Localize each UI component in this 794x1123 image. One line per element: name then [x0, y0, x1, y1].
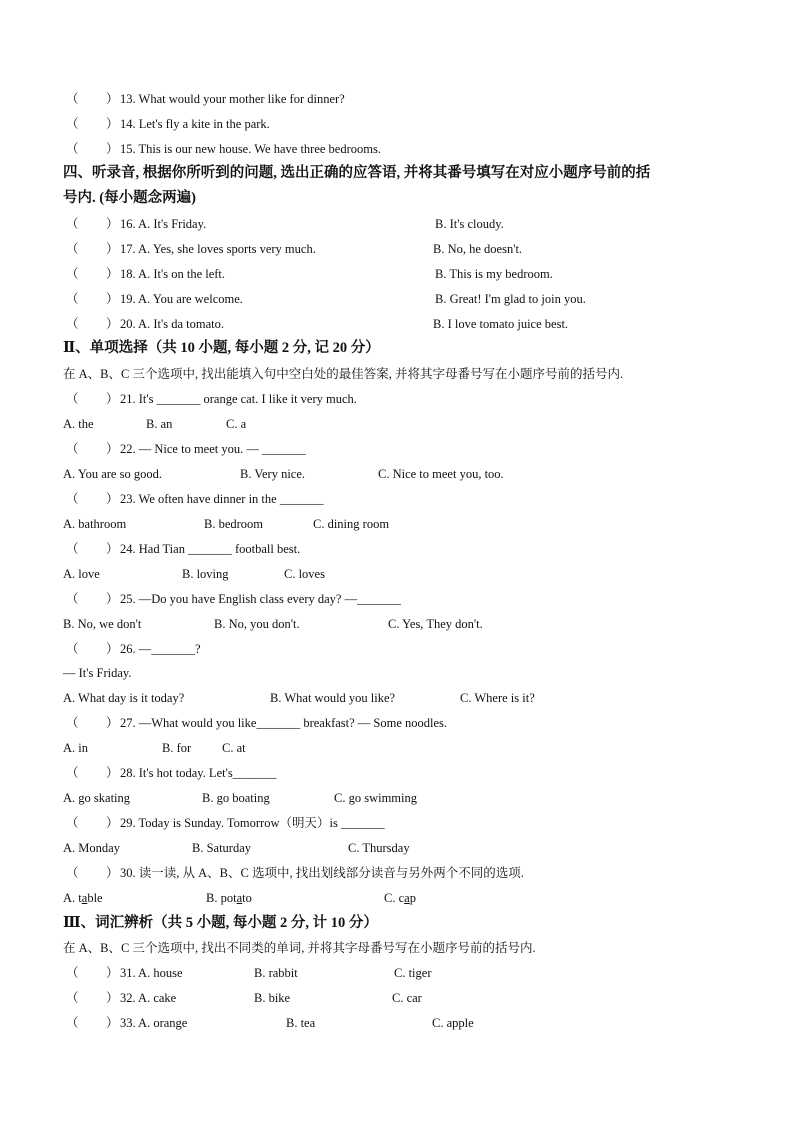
option-c: C. Thursday — [348, 841, 410, 855]
answer-bracket-close: ） — [106, 92, 119, 106]
question-stem: 27. —What would you like_______ breakfast? — Some noodles. — [120, 716, 448, 730]
question-text: 15. This is our new house. We have three bedrooms. — [120, 142, 381, 156]
answer-bracket-open: （ — [66, 542, 79, 556]
answer-bracket-close: ） — [106, 991, 119, 1005]
answer-bracket-open: （ — [66, 392, 79, 406]
question-14 — [0, 112, 794, 137]
option-c: C. a — [226, 417, 247, 431]
option-b: B. No, you don't. — [214, 617, 300, 631]
question-29 — [0, 811, 794, 836]
question-32 — [0, 986, 794, 1011]
option-c: C. Where is it? — [460, 691, 535, 705]
option-b: B. for — [162, 741, 192, 755]
answer-bracket-open: （ — [66, 142, 79, 156]
answer-bracket-open: （ — [66, 267, 79, 281]
option-a: A. Monday — [63, 841, 120, 855]
option-a: A. What day is it today? — [63, 691, 185, 705]
option-c: C. dining room — [313, 517, 390, 531]
question-18 — [0, 262, 794, 287]
answer-bracket-open: （ — [66, 816, 79, 830]
option-a: 19. A. You are welcome. — [120, 292, 243, 306]
question-25 — [0, 587, 794, 612]
question-23-options — [0, 512, 794, 537]
question-15 — [0, 137, 794, 162]
answer-bracket-open: （ — [66, 92, 79, 106]
answer-bracket-close: ） — [106, 492, 119, 506]
question-stem: 23. We often have dinner in the _______ — [120, 492, 324, 506]
question-28 — [0, 761, 794, 786]
option-c: C. tiger — [394, 966, 432, 980]
option-a: 32. A. cake — [120, 991, 177, 1005]
answer-bracket-close: ） — [106, 866, 119, 880]
answer-bracket-open: （ — [66, 766, 79, 780]
question-stem: 26. —_______? — [120, 642, 201, 656]
option-a: 16. A. It's Friday. — [120, 217, 207, 231]
question-27 — [0, 711, 794, 736]
section-4-title-line1: 四、听录音, 根据你所听到的问题, 选出正确的应答语, 并将其番号填写在对应小题序号前的括 — [63, 165, 651, 181]
question-22-options — [0, 462, 794, 487]
question-17 — [0, 237, 794, 262]
option-a: A. the — [63, 417, 94, 431]
question-text: 14. Let's fly a kite in the park. — [120, 117, 270, 131]
question-22 — [0, 437, 794, 462]
option-b: B. What would you like? — [270, 691, 396, 705]
option-b: B. It's cloudy. — [435, 217, 504, 231]
question-stem: 25. —Do you have English class every day? —_______ — [120, 592, 401, 606]
question-25-options — [0, 612, 794, 637]
option-a: A. table — [63, 891, 103, 905]
answer-bracket-close: ） — [106, 117, 119, 131]
option-b: B. bedroom — [204, 517, 264, 531]
option-b: B. an — [146, 417, 173, 431]
answer-bracket-open: （ — [66, 642, 79, 656]
question-stem: 21. It's _______ orange cat. I like it very much. — [120, 392, 357, 406]
option-a: 31. A. house — [120, 966, 183, 980]
section-4-title-line2: 号内. (每小题念两遍) — [63, 190, 196, 206]
option-b: B. go boating — [202, 791, 270, 805]
question-31 — [0, 961, 794, 986]
option-b: B. tea — [286, 1016, 316, 1030]
section-iii-instruction: 在 A、B、C 三个选项中, 找出不同类的单词, 并将其字母番号写在小题序号前的括号内. — [63, 941, 536, 955]
option-b: B. No, he doesn't. — [433, 242, 523, 256]
question-stem: 29. Today is Sunday. Tomorrow（明天）is _______ — [120, 816, 385, 830]
underlined-letter: a — [81, 891, 88, 905]
answer-bracket-open: （ — [66, 442, 79, 456]
option-a: A. love — [63, 567, 100, 581]
answer-bracket-open: （ — [66, 592, 79, 606]
question-stem: 30. 读一读, 从 A、B、C 选项中, 找出划线部分读音与另外两个不同的选项. — [120, 866, 524, 880]
section-ii-instruction: 在 A、B、C 三个选项中, 找出能填入句中空白处的最佳答案, 并将其字母番号写在小题序号前的括号内. — [63, 367, 624, 381]
answer-bracket-close: ） — [106, 642, 119, 656]
option-b: B. Saturday — [192, 841, 252, 855]
option-b: B. I love tomato juice best. — [433, 317, 569, 331]
section-ii-title: Ⅱ、单项选择（共 10 小题, 每小题 2 分, 记 20 分） — [63, 340, 380, 356]
section-iii-title: Ⅲ、词汇辨析（共 5 小题, 每小题 2 分, 计 10 分） — [63, 915, 378, 931]
option-a: 18. A. It's on the left. — [120, 267, 226, 281]
answer-bracket-close: ） — [106, 267, 119, 281]
option-b: B. Very nice. — [240, 467, 306, 481]
option-c: C. Nice to meet you, too. — [378, 467, 504, 481]
answer-bracket-close: ） — [106, 542, 119, 556]
option-b: B. potato — [206, 891, 252, 905]
question-29-options — [0, 836, 794, 861]
answer-bracket-close: ） — [106, 442, 119, 456]
option-a: A. in — [63, 741, 88, 755]
option-c: C. Yes, They don't. — [388, 617, 483, 631]
answer-bracket-open: （ — [66, 217, 79, 231]
question-30-options — [0, 886, 794, 911]
option-b: B. bike — [254, 991, 291, 1005]
question-13 — [0, 87, 794, 112]
option-b: B. This is my bedroom. — [435, 267, 553, 281]
question-26-answer: — It's Friday. — [63, 666, 132, 680]
question-26 — [0, 637, 794, 662]
option-b: B. loving — [182, 567, 229, 581]
question-33 — [0, 1011, 794, 1036]
answer-bracket-open: （ — [66, 492, 79, 506]
question-19 — [0, 287, 794, 312]
underlined-letter: a — [404, 891, 410, 905]
answer-bracket-close: ） — [106, 217, 119, 231]
question-20 — [0, 312, 794, 337]
question-24-options — [0, 562, 794, 587]
option-b: B. rabbit — [254, 966, 298, 980]
underlined-letter: a — [236, 891, 243, 905]
question-30 — [0, 861, 794, 886]
option-c: C. cap — [384, 891, 416, 905]
answer-bracket-close: ） — [106, 766, 119, 780]
option-c: C. loves — [284, 567, 325, 581]
answer-bracket-open: （ — [66, 991, 79, 1005]
answer-bracket-close: ） — [106, 292, 119, 306]
question-21-options — [0, 412, 794, 437]
question-27-options — [0, 736, 794, 761]
question-23 — [0, 487, 794, 512]
answer-bracket-close: ） — [106, 392, 119, 406]
option-a: 17. A. Yes, she loves sports very much. — [120, 242, 316, 256]
question-24 — [0, 537, 794, 562]
answer-bracket-open: （ — [66, 117, 79, 131]
answer-bracket-close: ） — [106, 716, 119, 730]
option-c: C. apple — [432, 1016, 474, 1030]
answer-bracket-close: ） — [106, 317, 119, 331]
answer-bracket-open: （ — [66, 292, 79, 306]
question-21 — [0, 387, 794, 412]
question-text: 13. What would your mother like for dinner? — [120, 92, 345, 106]
question-stem: 28. It's hot today. Let's_______ — [120, 766, 277, 780]
answer-bracket-close: ） — [106, 242, 119, 256]
answer-bracket-close: ） — [106, 816, 119, 830]
option-a: A. bathroom — [63, 517, 127, 531]
option-a: 33. A. orange — [120, 1016, 188, 1030]
option-a: A. You are so good. — [63, 467, 162, 481]
answer-bracket-open: （ — [66, 966, 79, 980]
question-stem: 22. — Nice to meet you. — _______ — [120, 442, 306, 456]
question-16 — [0, 212, 794, 237]
answer-bracket-close: ） — [106, 966, 119, 980]
option-a: B. No, we don't — [63, 617, 142, 631]
answer-bracket-open: （ — [66, 866, 79, 880]
option-b: B. Great! I'm glad to join you. — [435, 292, 586, 306]
answer-bracket-close: ） — [106, 142, 119, 156]
answer-bracket-open: （ — [66, 716, 79, 730]
answer-bracket-close: ） — [106, 592, 119, 606]
answer-bracket-open: （ — [66, 242, 79, 256]
answer-bracket-open: （ — [66, 317, 79, 331]
answer-bracket-close: ） — [106, 1016, 119, 1030]
answer-bracket-open: （ — [66, 1016, 79, 1030]
question-26-options — [0, 686, 794, 711]
option-c: C. at — [222, 741, 246, 755]
option-c: C. car — [392, 991, 422, 1005]
option-c: C. go swimming — [334, 791, 417, 805]
option-a: 20. A. It's da tomato. — [120, 317, 224, 331]
question-stem: 24. Had Tian _______ football best. — [120, 542, 301, 556]
option-a: A. go skating — [63, 791, 131, 805]
question-28-options — [0, 786, 794, 811]
